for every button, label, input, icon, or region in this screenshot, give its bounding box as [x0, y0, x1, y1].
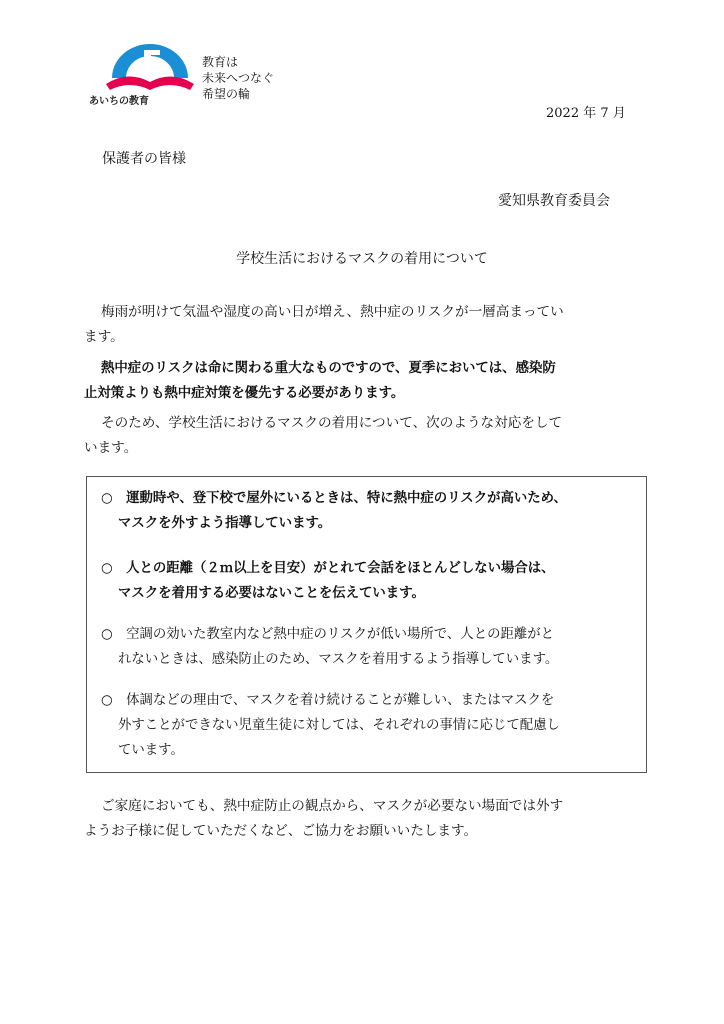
paragraph-1: [84, 300, 644, 350]
paragraph-line: 止対策よりも熱中症対策を優先する必要があります。: [84, 386, 405, 401]
paragraph-line: そのため、学校生活におけるマスクの着用について、次のような対応をして: [101, 415, 563, 431]
box-item-line: 外すことができない児童生徒に対しては、それぞれの事情に応じて配慮し: [118, 718, 560, 733]
box-item-line: ○ 体調などの理由で、マスクを着け続けることが難しい、またはマスクを: [101, 693, 555, 708]
box-item-1: [101, 486, 646, 536]
box-item-4: [101, 688, 646, 763]
box-item-line: れないときは、感染防止のため、マスクを着用するよう指導しています。: [118, 652, 559, 667]
paragraph-line: 熱中症のリスクは命に関わる重大なものですので、夏季においては、感染防: [101, 361, 556, 376]
paragraph-2-emphasis: [84, 356, 644, 406]
closing-paragraph: [84, 794, 644, 844]
box-item-line: ています。: [118, 743, 184, 758]
slogan-line: 教育は: [202, 55, 239, 69]
box-item-line: ○ 人との距離（２ｍ以上を目安）がとれて会話をほとんどしない場合は、: [101, 561, 555, 576]
document-title: 学校生活におけるマスクの着用について: [236, 251, 488, 267]
logo-text: あいちの教育: [89, 96, 149, 107]
paragraph-line: います。: [84, 440, 138, 456]
slogan-line: 希望の輪: [202, 87, 251, 101]
document-date: 2022 年 7 月: [546, 106, 626, 121]
box-item-3: [101, 622, 646, 672]
box-item-2: [101, 556, 646, 606]
slogan-line: 未来へつなぐ: [202, 71, 275, 85]
recipient: 保護者の皆様: [102, 151, 186, 167]
sender: 愛知県教育委員会: [498, 193, 610, 209]
slogan: [202, 54, 274, 102]
paragraph-line: 梅雨が明けて気温や湿度の高い日が増え、熱中症のリスクが一層高まってい: [101, 304, 564, 320]
box-item-line: ○ 運動時や、登下校で屋外にいるときは、特に熱中症のリスクが高いため、: [101, 491, 567, 506]
box-item-line: ○ 空調の効いた教室内など熱中症のリスクが低い場所で、人との距離がと: [101, 627, 555, 642]
box-item-line: マスクを着用する必要はないことを伝えています。: [118, 586, 425, 601]
paragraph-3: [84, 411, 644, 461]
box-item-line: マスクを外すよう指導しています。: [118, 516, 332, 531]
paragraph-line: ご家庭においても、熱中症防止の観点から、マスクが必要ない場面では外す: [101, 798, 564, 814]
paragraph-line: ます。: [84, 329, 124, 345]
paragraph-line: ようお子様に促していただくなど、ご協力をお願いいたします。: [84, 823, 478, 839]
